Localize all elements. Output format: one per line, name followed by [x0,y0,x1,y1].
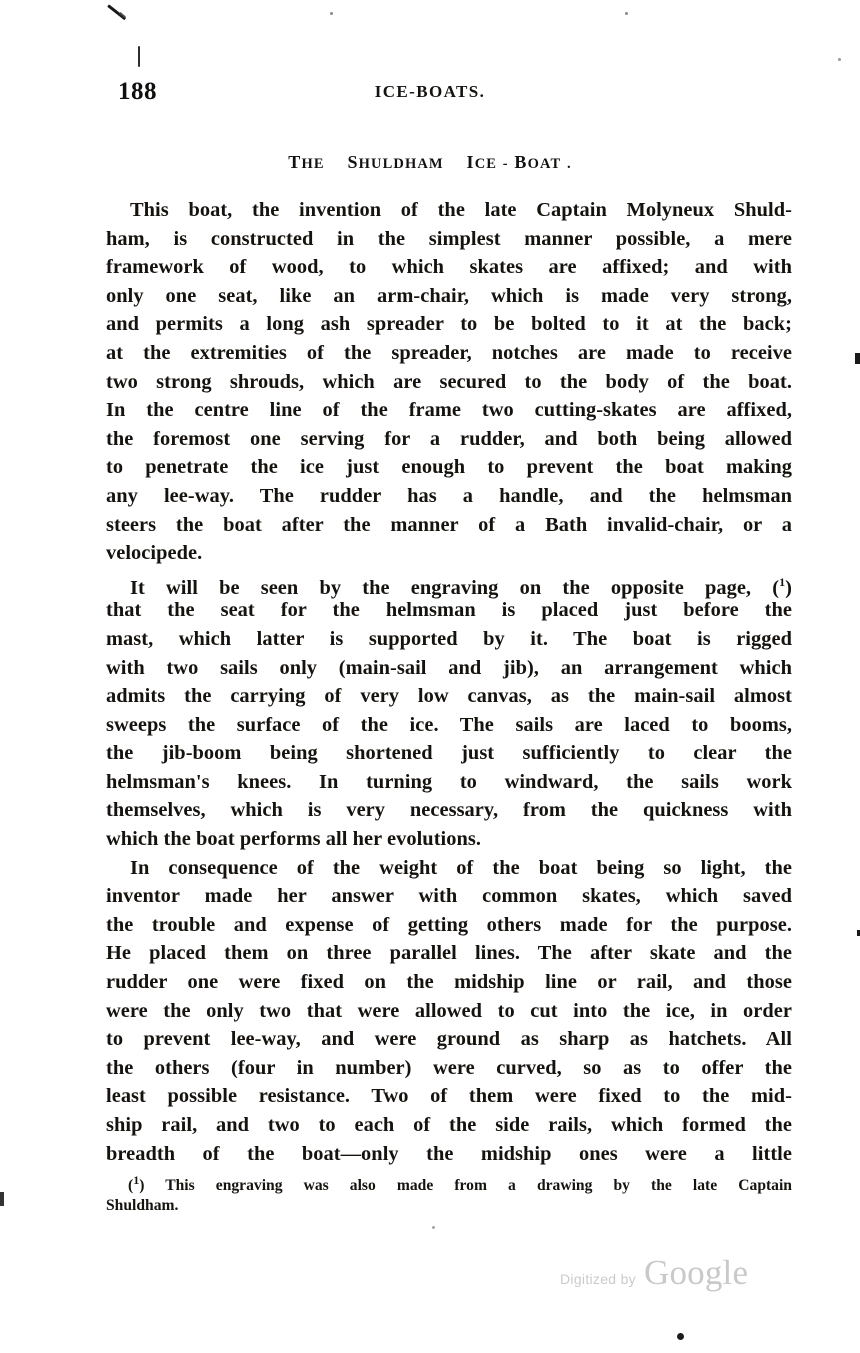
text-line: helmsman's knees. In turning to windward, the sails work [106,770,792,793]
footnote-marker-digit: 1 [133,1173,140,1187]
scan-artifact-speck [432,1226,435,1229]
text-line: the others (four in number) were curved, so as to offer the [106,1056,792,1079]
text-line: themselves, which is very necessary, from the quickness with [106,799,792,822]
text-line: ham, is constructed in the simplest manner possible, a mere [106,227,792,250]
heading-word-ice: ICE [466,152,498,172]
footnote-line: Shuldham. [106,1197,179,1214]
running-head [0,78,860,108]
text-line: that the seat for the helmsman is placed just before the [106,599,792,622]
scan-artifact-right-margin-upper [855,353,860,364]
heading-hyphen: - [502,156,509,172]
text-line: to prevent lee-way, and were ground as sharp as hatchets. All [106,1028,792,1051]
text-line: In consequence of the weight of the boat being so light, the [130,856,792,879]
text-line: sweeps the surface of the ice. The sails are laced to booms, [106,713,792,736]
page-number: 188 [118,78,157,105]
heading-word-boat: BOAT [514,152,562,172]
text-line-segment: It will be seen by the engraving on the opposite page, ( [130,576,780,599]
footnote-line [106,1168,792,1193]
text-line: In the centre line of the frame two cutting-skates are affixed, [106,399,792,422]
text-line: mast, which latter is supported by it. The boat is rigged [106,627,792,650]
text-line: two strong shrouds, which are secured to the body of the boat. [106,370,792,393]
text-line: admits the carrying of very low canvas, as the main-sail almost [106,685,792,708]
watermark-prefix-text: Digitized by [560,1271,636,1287]
text-line: only one seat, like an arm-chair, which is made very strong, [106,284,792,307]
text-line: This boat, the invention of the late Captain Molyneux Shuld- [130,199,792,221]
heading-terminator: . [567,156,572,172]
heading-space-1 [330,152,341,172]
footnote-ref-close: ) [785,576,792,599]
scan-artifact-speck [838,58,841,61]
section-heading [0,152,860,173]
paragraph-1 [106,196,792,568]
heading-word-shuldham: SHULDHAM [347,152,444,172]
heading-space-2 [449,152,460,172]
text-line: the trouble and expense of getting others made for the purpose. [106,913,792,936]
text-line: framework of wood, to which skates are affixed; and with [106,256,792,279]
text-line: He placed them on three parallel lines. The after skate and the [106,942,792,965]
text-line: which the boat performs all her evolutions. [106,828,482,851]
text-line: the jib-boom being shortened just sufficiently to clear the [106,742,792,765]
running-head-title: ICE-BOATS. [374,82,486,101]
scan-artifact-speck [625,12,628,15]
text-line: and permits a long ash spreader to be bolted to it at the back; [106,313,792,336]
text-line: inventor made her answer with common skates, which saved [106,885,792,908]
paragraph-2 [106,568,792,854]
footnote-marker-open: ( [128,1177,134,1195]
body-text-block [106,196,792,1168]
scan-artifact-bottom-dot [677,1333,684,1340]
digitized-by-google-watermark [560,1255,748,1295]
scan-artifact-left-edge [0,1192,4,1206]
text-line: to penetrate the ice just enough to prevent the boat making [106,456,792,479]
footnote-text-segment: This engraving was also made from a drawing by the late Captain [165,1177,792,1195]
footnote [106,1168,792,1218]
scan-artifact-vertical-tick [138,46,140,67]
scan-artifact-speck [330,12,333,15]
footnote-marker-close: ) [139,1177,145,1195]
footnote-reference-marker: 1 [779,574,786,589]
heading-word-the: THE [288,152,325,172]
text-line: rudder one were fixed on the midship line or rail, and those [106,971,792,994]
text-line: with two sails only (main-sail and jib), an arrangement which [106,656,792,679]
text-line: at the extremities of the spreader, notches are made to receive [106,341,792,364]
watermark-google-wordmark: Google [643,1253,749,1292]
text-line: velocipede. [106,542,203,565]
text-line-with-footnote-ref [106,568,792,597]
text-line: were the only two that were allowed to cut into the ice, in order [106,999,792,1022]
text-line: any lee-way. The rudder has a handle, and the helmsman [106,484,792,507]
text-line: steers the boat after the manner of a Bath invalid-chair, or a [106,513,792,536]
paragraph-3 [106,854,792,1169]
text-line: least possible resistance. Two of them were fixed to the mid- [106,1085,792,1108]
text-line: ship rail, and two to each of the side rails, which formed the [106,1114,792,1136]
text-line: breadth of the boat—only the midship ones were a little [106,1142,792,1165]
text-line: the foremost one serving for a rudder, and both being allowed [106,427,792,450]
